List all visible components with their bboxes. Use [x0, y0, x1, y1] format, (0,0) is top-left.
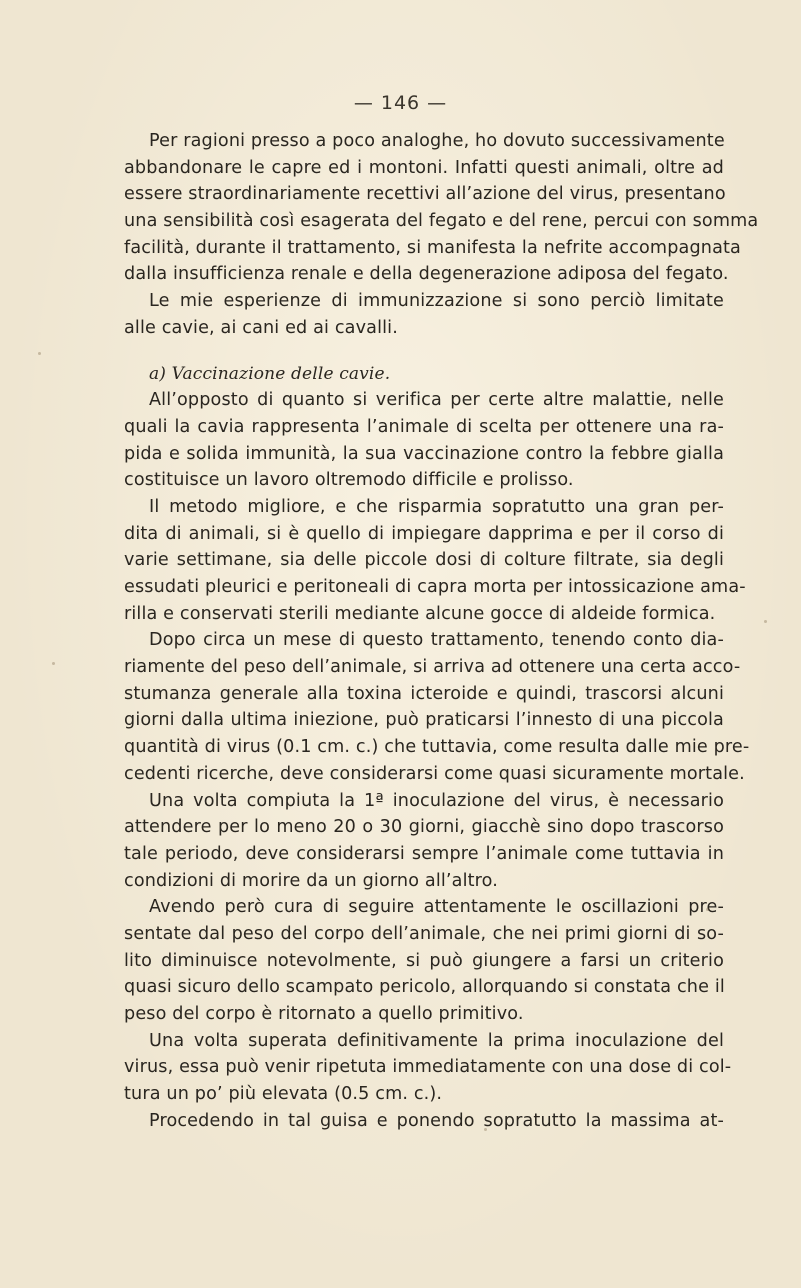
- text-line: facilità, durante il trattamento, si manifesta la nefrite accompagnata: [124, 237, 741, 258]
- paper-speck: [38, 352, 41, 355]
- text-line: alle cavie, ai cani ed ai cavalli.: [124, 317, 398, 338]
- text-line: Procedendo in tal guisa e ponendo sopratutto la massima at-: [149, 1110, 724, 1131]
- text-line: stumanza generale alla toxina icteroide e quindi, trascorsi alcuni: [124, 683, 724, 704]
- text-line: tale periodo, deve considerarsi sempre l’animale come tuttavia in: [124, 843, 724, 864]
- text-line: abbandonare le capre ed i montoni. Infatti questi animali, oltre ad: [124, 157, 724, 178]
- text-line: All’opposto di quanto si verifica per certe altre malattie, nelle: [149, 390, 724, 411]
- paper-speck: [764, 620, 767, 623]
- paper-speck: [706, 908, 709, 911]
- text-line: essudati pleurici e peritoneali di capra morta per intossicazione ama-: [124, 577, 746, 597]
- text-line: quantità di virus (0.1 cm. c.) che tuttavia, come resulta dalle mie pre-: [124, 737, 750, 758]
- text-line: Una volta superata definitivamente la prima inoculazione del: [149, 1030, 724, 1051]
- text-line: una sensibilità così esagerata del fegato e del rene, percui con somma: [124, 211, 759, 232]
- text-line: rilla e conservati sterili mediante alcune gocce di aldeide formica.: [124, 603, 716, 624]
- text-line: Per ragioni presso a poco analoghe, ho dovuto successivamente: [149, 131, 725, 151]
- text-line: costituisce un lavoro oltremodo difficile e prolisso.: [124, 470, 574, 491]
- text-line: quasi sicuro dello scampato pericolo, allorquando si constata che il: [124, 977, 725, 998]
- text-line: cedenti ricerche, deve considerarsi come quasi sicuramente mortale.: [124, 763, 745, 784]
- text-line: Dopo circa un mese di questo trattamento, tenendo conto dia-: [149, 630, 724, 651]
- text-line: dalla insufficienza renale e della degenerazione adiposa del fegato.: [124, 264, 729, 285]
- text-line: dita di animali, si è quello di impiegare dapprima e per il corso di: [124, 523, 724, 544]
- text-line: Una volta compiuta la 1ª inoculazione del virus, è necessario: [149, 790, 724, 811]
- paper-speck: [52, 662, 55, 665]
- text-line: tura un po’ più elevata (0.5 cm. c.).: [124, 1084, 443, 1105]
- text-line: Il metodo migliore, e che risparmia sopratutto una gran per-: [149, 496, 724, 517]
- paper-speck: [484, 1128, 487, 1131]
- text-line: riamente del peso dell’animale, si arriva ad ottenere una certa acco-: [124, 657, 741, 678]
- text-line: essere straordinariamente recettivi all’azione del virus, presentano: [124, 184, 726, 205]
- text-line: Le mie esperienze di immunizzazione si sono perciò limitate: [149, 291, 724, 312]
- text-line: condizioni di morire da un giorno all’altro.: [124, 870, 498, 891]
- section-heading: a) Vaccinazione delle cavie.: [149, 363, 391, 384]
- text-line: giorni dalla ultima iniezione, può praticarsi l’innesto di una piccola: [124, 710, 724, 731]
- text-line: lito diminuisce notevolmente, si può giungere a farsi un criterio: [124, 950, 724, 971]
- body-text: [124, 128, 759, 1134]
- text-line: Avendo però cura di seguire attentamente le oscillazioni pre-: [149, 897, 724, 918]
- text-line: pida e solida immunità, la sua vaccinazione contro la febbre gialla: [124, 443, 724, 464]
- text-line: virus, essa può venir ripetuta immediatamente con una dose di col-: [124, 1057, 732, 1078]
- text-line: sentate dal peso del corpo dell’animale, che nei primi giorni di so-: [124, 923, 724, 944]
- page-number: — 146 —: [353, 92, 448, 114]
- text-line: varie settimane, sia delle piccole dosi di colture filtrate, sia degli: [124, 550, 724, 571]
- text-line: quali la cavia rappresenta l’animale di scelta per ottenere una ra-: [124, 416, 724, 437]
- text-line: peso del corpo è ritornato a quello primitivo.: [124, 1004, 524, 1024]
- text-line: attendere per lo meno 20 o 30 giorni, giacchè sino dopo trascorso: [124, 817, 724, 838]
